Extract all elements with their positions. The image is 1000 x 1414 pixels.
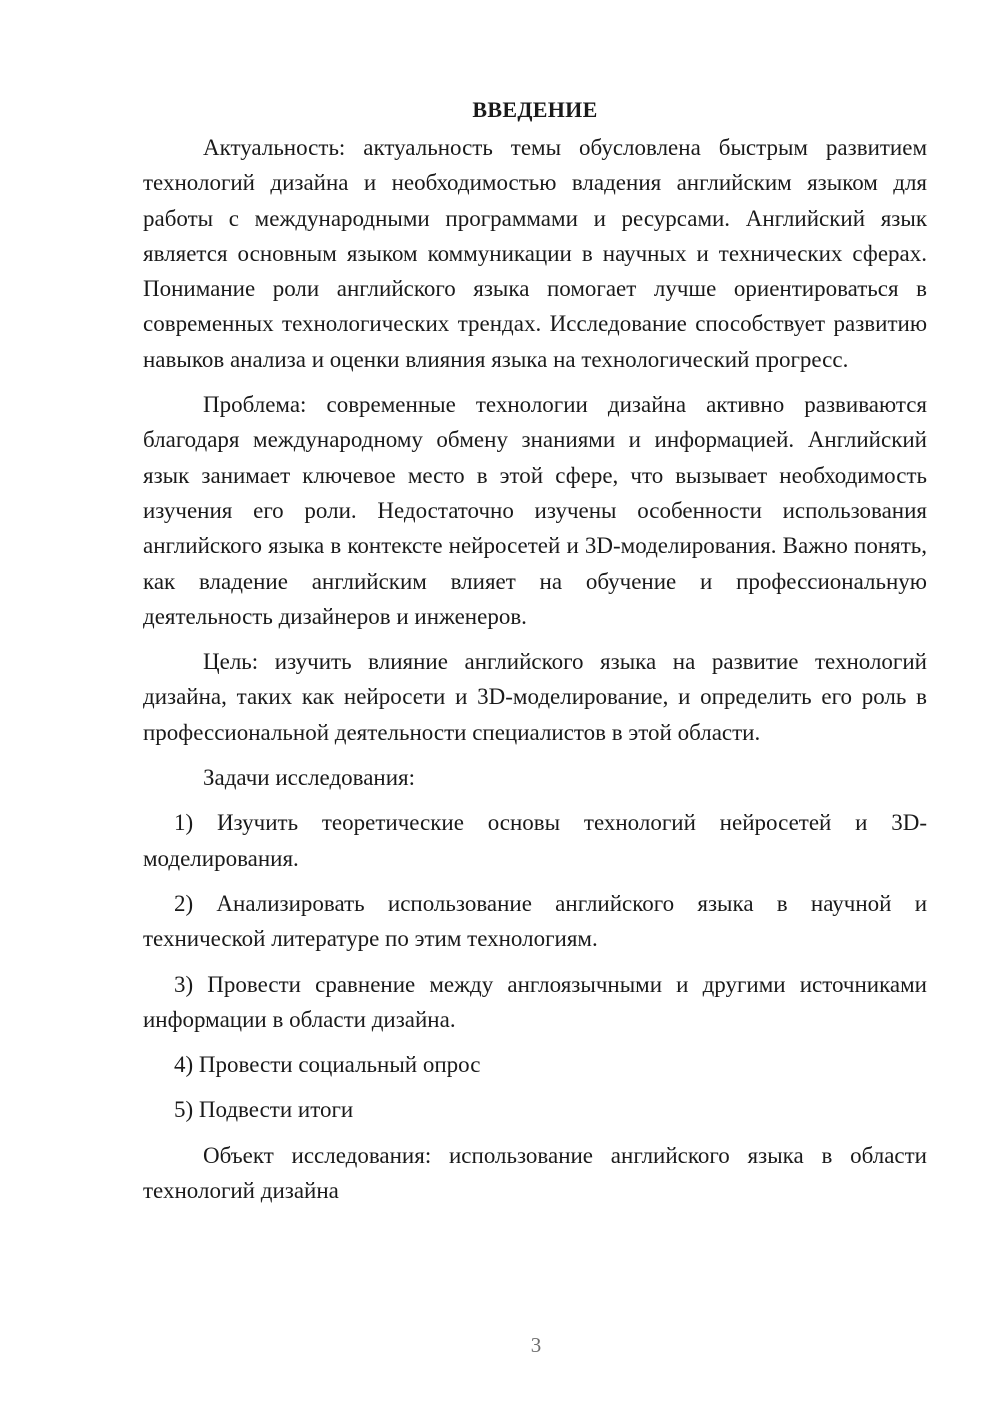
- task-item-5: 5) Подвести итоги: [174, 1097, 354, 1123]
- task-item-4: 4) Провести социальный опрос: [174, 1052, 481, 1078]
- page-content: [143, 92, 927, 1218]
- section-title: ВВЕДЕНИЕ: [472, 97, 598, 122]
- tasks-heading: Задачи исследования:: [203, 765, 416, 791]
- paragraph-goal: Цель: изучить влияние английского языка на развитие технологий дизайна, таких как нейросети и 3D-моделирование, и определить его роль в профессиональной деятельности специалистов в этой области.: [143, 649, 927, 745]
- paragraph-object: Объект исследования: использование английского языка в области технологий дизайна: [143, 1142, 927, 1204]
- task-item-1: 1) Изучить теоретические основы технологий нейросетей и 3D-моделирования.: [143, 810, 927, 871]
- paragraph-problem: Проблема: современные технологии дизайна активно развиваются благодаря международному обмену знаниями и информацией. Английский язык занимает ключевое место в этой сфере, что вызывает необходимость изучения его роли. Недостаточно изучены особенности использования английского языка в контексте нейросетей и 3D-моделирования. Важно понять, как владение английским влияет на обучение и профессиональную деятельность дизайнеров и инженеров.: [143, 392, 927, 629]
- paragraph-relevance: Актуальность: актуальность темы обусловлена быстрым развитием технологий дизайна и необходимостью владения английским языком для работы с международными программами и ресурсами. Английский язык является основным языком коммуникации в научных и технических сферах. Понимание роли английского языка помогает лучше ориентироваться в современных технологических трендах. Исследование способствует развитию навыков анализа и оценки влияния языка на технологический прогресс.: [143, 135, 927, 372]
- page-number: 3: [530, 1333, 542, 1357]
- task-item-2: 2) Анализировать использование английского языка в научной и технической литературе по этим технологиям.: [143, 890, 927, 952]
- task-item-3: 3) Провести сравнение между англоязычными и другими источниками информации в области дизайна.: [143, 971, 927, 1032]
